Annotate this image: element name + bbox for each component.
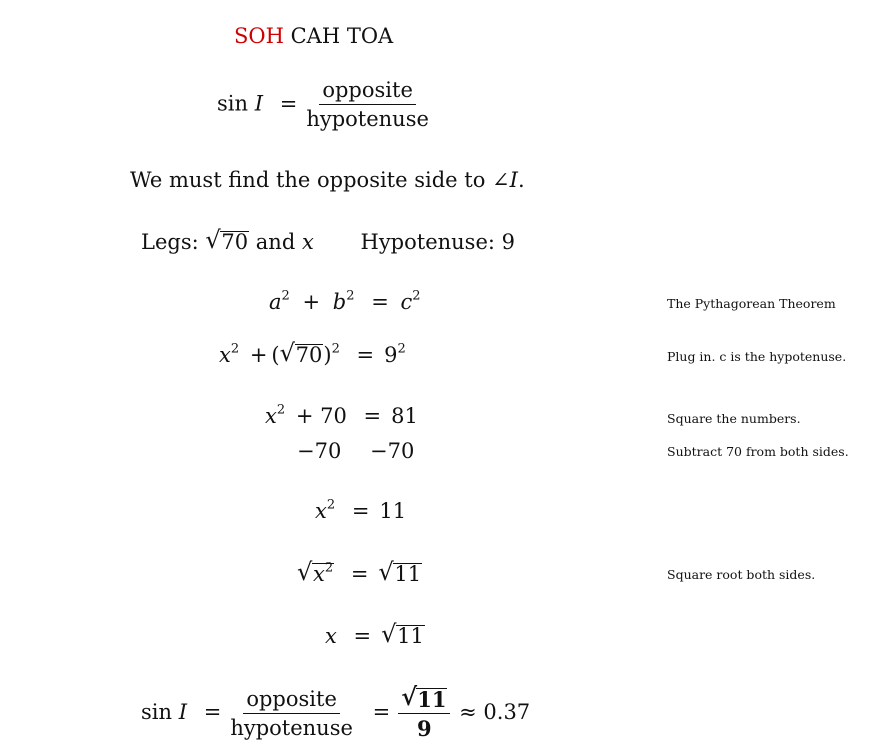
equation-isolated	[315, 497, 407, 523]
var-x: x	[265, 404, 277, 428]
radicand: 70	[221, 230, 249, 254]
rhs-value: 11	[379, 499, 407, 523]
final-answer	[141, 682, 531, 741]
equals-sign: =	[279, 91, 298, 116]
fraction-denominator: 9	[417, 716, 432, 741]
radical-icon: √	[297, 558, 313, 586]
sqrt-70	[279, 339, 324, 367]
radicand: 70	[295, 343, 323, 367]
equation-solution	[325, 620, 425, 648]
var-x: x	[219, 343, 231, 367]
radicand: 11	[417, 687, 447, 712]
sqrt-11	[378, 558, 422, 586]
rhs-value: 81	[391, 404, 418, 428]
step-note: Square the numbers.	[667, 411, 801, 426]
var-x: x	[325, 624, 337, 648]
angle-var: I	[178, 700, 188, 724]
radicand	[312, 560, 334, 586]
fraction	[227, 686, 356, 740]
fraction	[303, 80, 432, 130]
radical-icon: √	[205, 226, 221, 254]
exponent: 2	[331, 341, 340, 357]
radical-icon: √	[381, 620, 397, 648]
fraction-numerator	[398, 682, 450, 714]
exponent: 2	[346, 288, 355, 304]
exponent: 2	[281, 288, 290, 304]
radicand: 11	[394, 562, 422, 586]
fraction-denominator: hypotenuse	[306, 107, 429, 131]
plus-seventy: + 70	[295, 404, 347, 428]
sqrt-11	[381, 620, 425, 648]
and-word: and	[255, 230, 296, 254]
equals-sign: =	[203, 700, 222, 724]
exponent: 2	[324, 560, 334, 576]
mnemonic-soh: SOH	[234, 24, 284, 48]
radicand: 11	[397, 624, 424, 648]
equation-pythagorean	[269, 288, 421, 314]
step-note: Subtract 70 from both sides.	[667, 444, 849, 459]
sine-definition	[217, 80, 436, 130]
equation-square-root	[297, 558, 422, 586]
equals-sign: =	[353, 624, 372, 648]
plus-sign: +	[302, 290, 321, 314]
legs-line	[141, 226, 515, 254]
angle-var: I	[509, 168, 518, 192]
step-note: The Pythagorean Theorem	[667, 296, 836, 311]
exponent: 2	[276, 402, 286, 418]
mnemonic-rest: CAH TOA	[290, 24, 394, 48]
equals-sign: =	[356, 343, 375, 367]
subtract-left: −70	[297, 439, 342, 463]
sqrt-70	[205, 226, 249, 254]
equals-sign: =	[363, 404, 382, 428]
exponent: 2	[397, 341, 406, 357]
exponent: 2	[412, 288, 421, 304]
approximation: ≈ 0.37	[459, 700, 531, 724]
step-note: Plug in. c is the hypotenuse.	[667, 349, 847, 364]
radical-icon: √	[378, 558, 394, 586]
var-x: x	[315, 499, 327, 523]
period: .	[517, 168, 525, 192]
step-note: Square root both sides.	[667, 567, 816, 582]
mnemonic	[234, 24, 393, 48]
var-c: c	[400, 290, 413, 314]
angle-var: I	[254, 91, 264, 116]
var-a: a	[269, 290, 282, 314]
sin-label: sin	[141, 700, 173, 724]
var-x: x	[313, 562, 325, 586]
rhs-value: 9	[384, 343, 398, 367]
legs-label: Legs:	[141, 230, 199, 254]
equals-sign: =	[371, 290, 389, 314]
equation-squared	[265, 402, 418, 428]
find-statement	[130, 170, 525, 191]
fraction-numerator: opposite	[319, 80, 416, 105]
subtract-right: −70	[370, 439, 415, 463]
leg-x: x	[301, 230, 314, 254]
plus-sign: +	[249, 343, 268, 367]
sin-label: sin	[217, 91, 249, 116]
hypotenuse-label: Hypotenuse: 9	[360, 230, 515, 254]
find-text: We must find the opposite side to	[130, 168, 486, 192]
var-b: b	[332, 290, 347, 314]
exponent: 2	[326, 497, 336, 513]
radical-icon: √	[279, 339, 296, 367]
equals-sign: =	[351, 499, 370, 523]
fraction-denominator: hypotenuse	[230, 715, 353, 740]
equation-plug-in: $x^2$ + ( √ $70)^2 = 9^2$	[219, 339, 406, 367]
sqrt-x-squared	[297, 558, 334, 586]
radical-icon: √	[401, 682, 418, 711]
angle-symbol: ∠	[492, 168, 510, 192]
equals-sign: =	[350, 562, 369, 586]
equals-sign: =	[372, 700, 391, 724]
fraction-result	[398, 682, 450, 741]
fraction-numerator: opposite	[243, 689, 340, 714]
sqrt-11	[401, 682, 447, 712]
exponent: 2	[230, 341, 240, 357]
